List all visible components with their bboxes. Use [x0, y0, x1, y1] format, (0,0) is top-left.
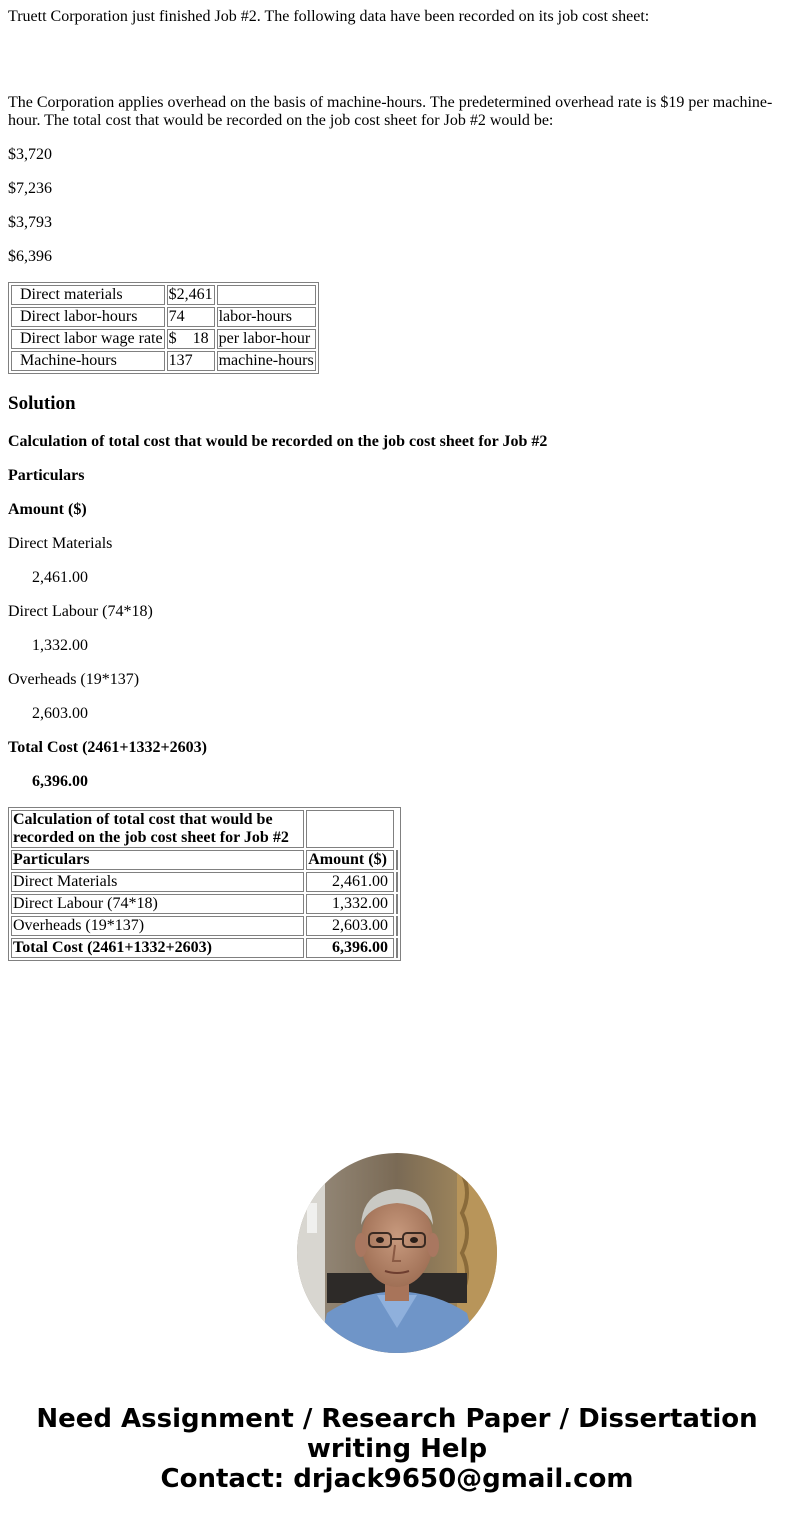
- line-label: Direct Materials: [8, 535, 113, 552]
- empty-cell: [306, 810, 394, 848]
- row-amount: 2,461.00: [306, 872, 394, 892]
- edge-cell: [396, 916, 398, 936]
- row-unit: machine-hours: [218, 352, 314, 369]
- total-row-amount: 6,396.00: [306, 938, 394, 958]
- row-label: Machine-hours: [11, 351, 165, 371]
- question-intro: Truett Corporation just finished Job #2. The following data have been recorded on its job cost sheet:: [8, 8, 650, 25]
- answer-option-d: $6,396: [8, 248, 52, 265]
- table-row: [11, 810, 398, 848]
- footer-line-2: writing Help: [306, 1434, 488, 1464]
- total-amount: 6,396.00: [32, 773, 88, 790]
- line-amount: 2,603.00: [32, 705, 88, 722]
- table-row: [11, 850, 398, 870]
- table-row: [11, 894, 398, 914]
- total-label: Total Cost (2461+1332+2603): [8, 739, 207, 756]
- total-row-label: Total Cost (2461+1332+2603): [11, 938, 304, 958]
- row-value: 74: [167, 307, 215, 327]
- row-unit: labor-hours: [217, 307, 316, 327]
- answer-option-c: $3,793: [8, 214, 52, 231]
- question-text: The Corporation applies overhead on the basis of machine-hours. The predetermined overhead rate is $19 per machine-hour. The total cost that would be recorded on the job cost sheet for Job #2 would be:: [8, 94, 773, 129]
- table-row: [11, 938, 398, 958]
- row-value: $ 18: [167, 329, 215, 349]
- table-row: [11, 307, 316, 327]
- calc-table: [8, 807, 401, 961]
- row-label: Direct Labour (74*18): [11, 894, 304, 914]
- row-label: Direct Materials: [11, 872, 304, 892]
- author-avatar: [297, 1153, 497, 1353]
- header-amount: Amount ($): [306, 850, 394, 870]
- edge-cell: [396, 872, 398, 892]
- row-label: Direct materials: [11, 285, 165, 305]
- calc-table-title: Calculation of total cost that would be recorded on the job cost sheet for Job #2: [11, 810, 304, 848]
- edge-cell: [396, 850, 398, 870]
- solution-heading: Solution: [8, 393, 76, 414]
- table-row: [11, 351, 316, 371]
- row-label: Direct labor wage rate: [11, 329, 165, 349]
- avatar-portrait-image: [297, 1153, 497, 1353]
- answer-option-b: $7,236: [8, 180, 52, 197]
- row-value: $2,461: [168, 286, 213, 303]
- row-unit: [217, 285, 316, 305]
- row-unit: per labor-hour: [217, 329, 316, 349]
- header-particulars: Particulars: [11, 850, 304, 870]
- job-data-table: [8, 282, 319, 374]
- row-amount: 2,603.00: [306, 916, 394, 936]
- table-row: [11, 329, 316, 349]
- line-label: Direct Labour (74*18): [8, 603, 153, 620]
- line-label: Overheads (19*137): [8, 671, 140, 688]
- footer-contact: Contact: drjack9650@gmail.com: [160, 1464, 634, 1494]
- spacer-cell: [396, 810, 398, 848]
- line-amount: 1,332.00: [32, 637, 88, 654]
- row-value: 137: [167, 351, 215, 371]
- table-row: [11, 872, 398, 892]
- calc-title: Calculation of total cost that would be recorded on the job cost sheet for Job #2: [8, 433, 548, 450]
- row-label: Overheads (19*137): [11, 916, 304, 936]
- edge-cell: [396, 894, 398, 914]
- row-amount: 1,332.00: [306, 894, 394, 914]
- particulars-heading: Particulars: [8, 467, 85, 484]
- edge-cell: [396, 938, 398, 958]
- table-row: [11, 916, 398, 936]
- line-amount: 2,461.00: [32, 569, 88, 586]
- footer-line-1: Need Assignment / Research Paper / Dissertation: [36, 1404, 758, 1434]
- answer-option-a: $3,720: [8, 146, 52, 163]
- footer-banner: [0, 1404, 794, 1494]
- table-row: [11, 285, 316, 305]
- amount-heading: Amount ($): [8, 501, 87, 518]
- row-label: Direct labor-hours: [11, 307, 165, 327]
